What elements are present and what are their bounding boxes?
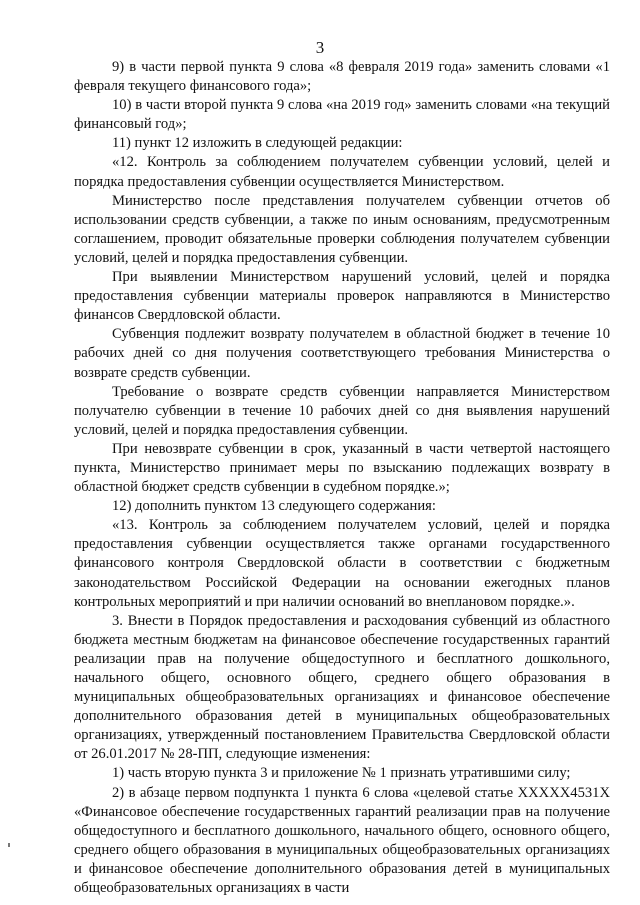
- paragraph-item-1: 1) часть вторую пункта 3 и приложение № 1 признать утратившими силу;: [112, 765, 571, 782]
- paragraph-non-return: При невозврате субвенции в срок, указанный в части четвертой настоящего пункта, Министерство принимает меры по взысканию подлежащих возврату в областной бюджет средств субвенции в судебном порядке.»;: [74, 440, 610, 496]
- paragraph-subvention-return: Субвенция подлежит возврату получателем в областной бюджет в течение 10 рабочих дней со дня получения соответствующего требования Министерства о возврате средств субвенции.: [74, 326, 610, 381]
- paragraph-section-3: 3. Внести в Порядок предоставления и расходования субвенций из областного бюджета местным бюджетам на финансовое обеспечение государственных гарантий реализации прав на получение общедоступного и бесплатного дошкольного, начального общего, основного общего, среднего общего образования в муниципальных общеобразовательных организациях и финансовое обеспечение дополнительного образования детей в муниципальных общеобразовательных организациях, утвержденный постановлением Правительства Свердловской области от 26.01.2017 № 28-ПП, следующие изменения:: [74, 612, 610, 763]
- paragraph-item-11: 11) пункт 12 изложить в следующей редакции:: [112, 135, 403, 152]
- paragraph-return-requirement: Требование о возврате средств субвенции направляется Министерством получателю субвенции в течение 10 рабочих дней со дня выявления нарушений условий, целей и порядка предоставления субвенции.: [74, 383, 610, 438]
- paragraph-point-12: «12. Контроль за соблюдением получателем субвенции условий, целей и порядка предоставления субвенции осуществляется Министерством.: [74, 154, 610, 190]
- paragraph-violations: При выявлении Министерством нарушений условий, целей и порядка предоставления субвенции материалы проверок направляются в Министерство финансов Свердловской области.: [74, 269, 610, 324]
- document-body: [74, 58, 610, 898]
- paragraph-item-10: 10) в части второй пункта 9 слова «на 2019 год» заменить словами «на текущий финансовый год»;: [74, 97, 610, 133]
- paragraph-ministry-checks: Министерство после представления получателем субвенции отчетов об использовании средств субвенции, а также по иным основаниям, предусмотренным соглашением, проводит обязательные проверки соблюдения получателем субвенции условий, целей и порядка предоставления субвенции.: [74, 192, 610, 266]
- paragraph-point-13: «13. Контроль за соблюдением получателем условий, целей и порядка предоставления субвенции осуществляется также органами государственного финансового контроля Свердловской области в соответствии с бюджетным законодательством Российской Федерации на основании ежегодных планов контрольных мероприятий и при наличии оснований во внеплановом порядке.».: [74, 517, 610, 610]
- page-number: 3: [315, 38, 325, 57]
- scan-mark: [8, 843, 10, 847]
- paragraph-item-12: 12) дополнить пунктом 13 следующего содержания:: [112, 498, 436, 515]
- paragraph-item-2: 2) в абзаце первом подпункта 1 пункта 6 слова «целевой статье XXXXX4531X «Финансовое обеспечение государственных гарантий реализации прав на получение общедоступного и бесплатного дошкольного, начального общего, основного общего, среднего общего образования в муниципальных общеобразовательных организациях и финансовое обеспечение дополнительного образования детей в муниципальных общеобразовательных организациях в части: [74, 784, 610, 897]
- paragraph-item-9: 9) в части первой пункта 9 слова «8 февраля 2019 года» заменить словами «1 февраля текущего финансового года»;: [74, 59, 610, 95]
